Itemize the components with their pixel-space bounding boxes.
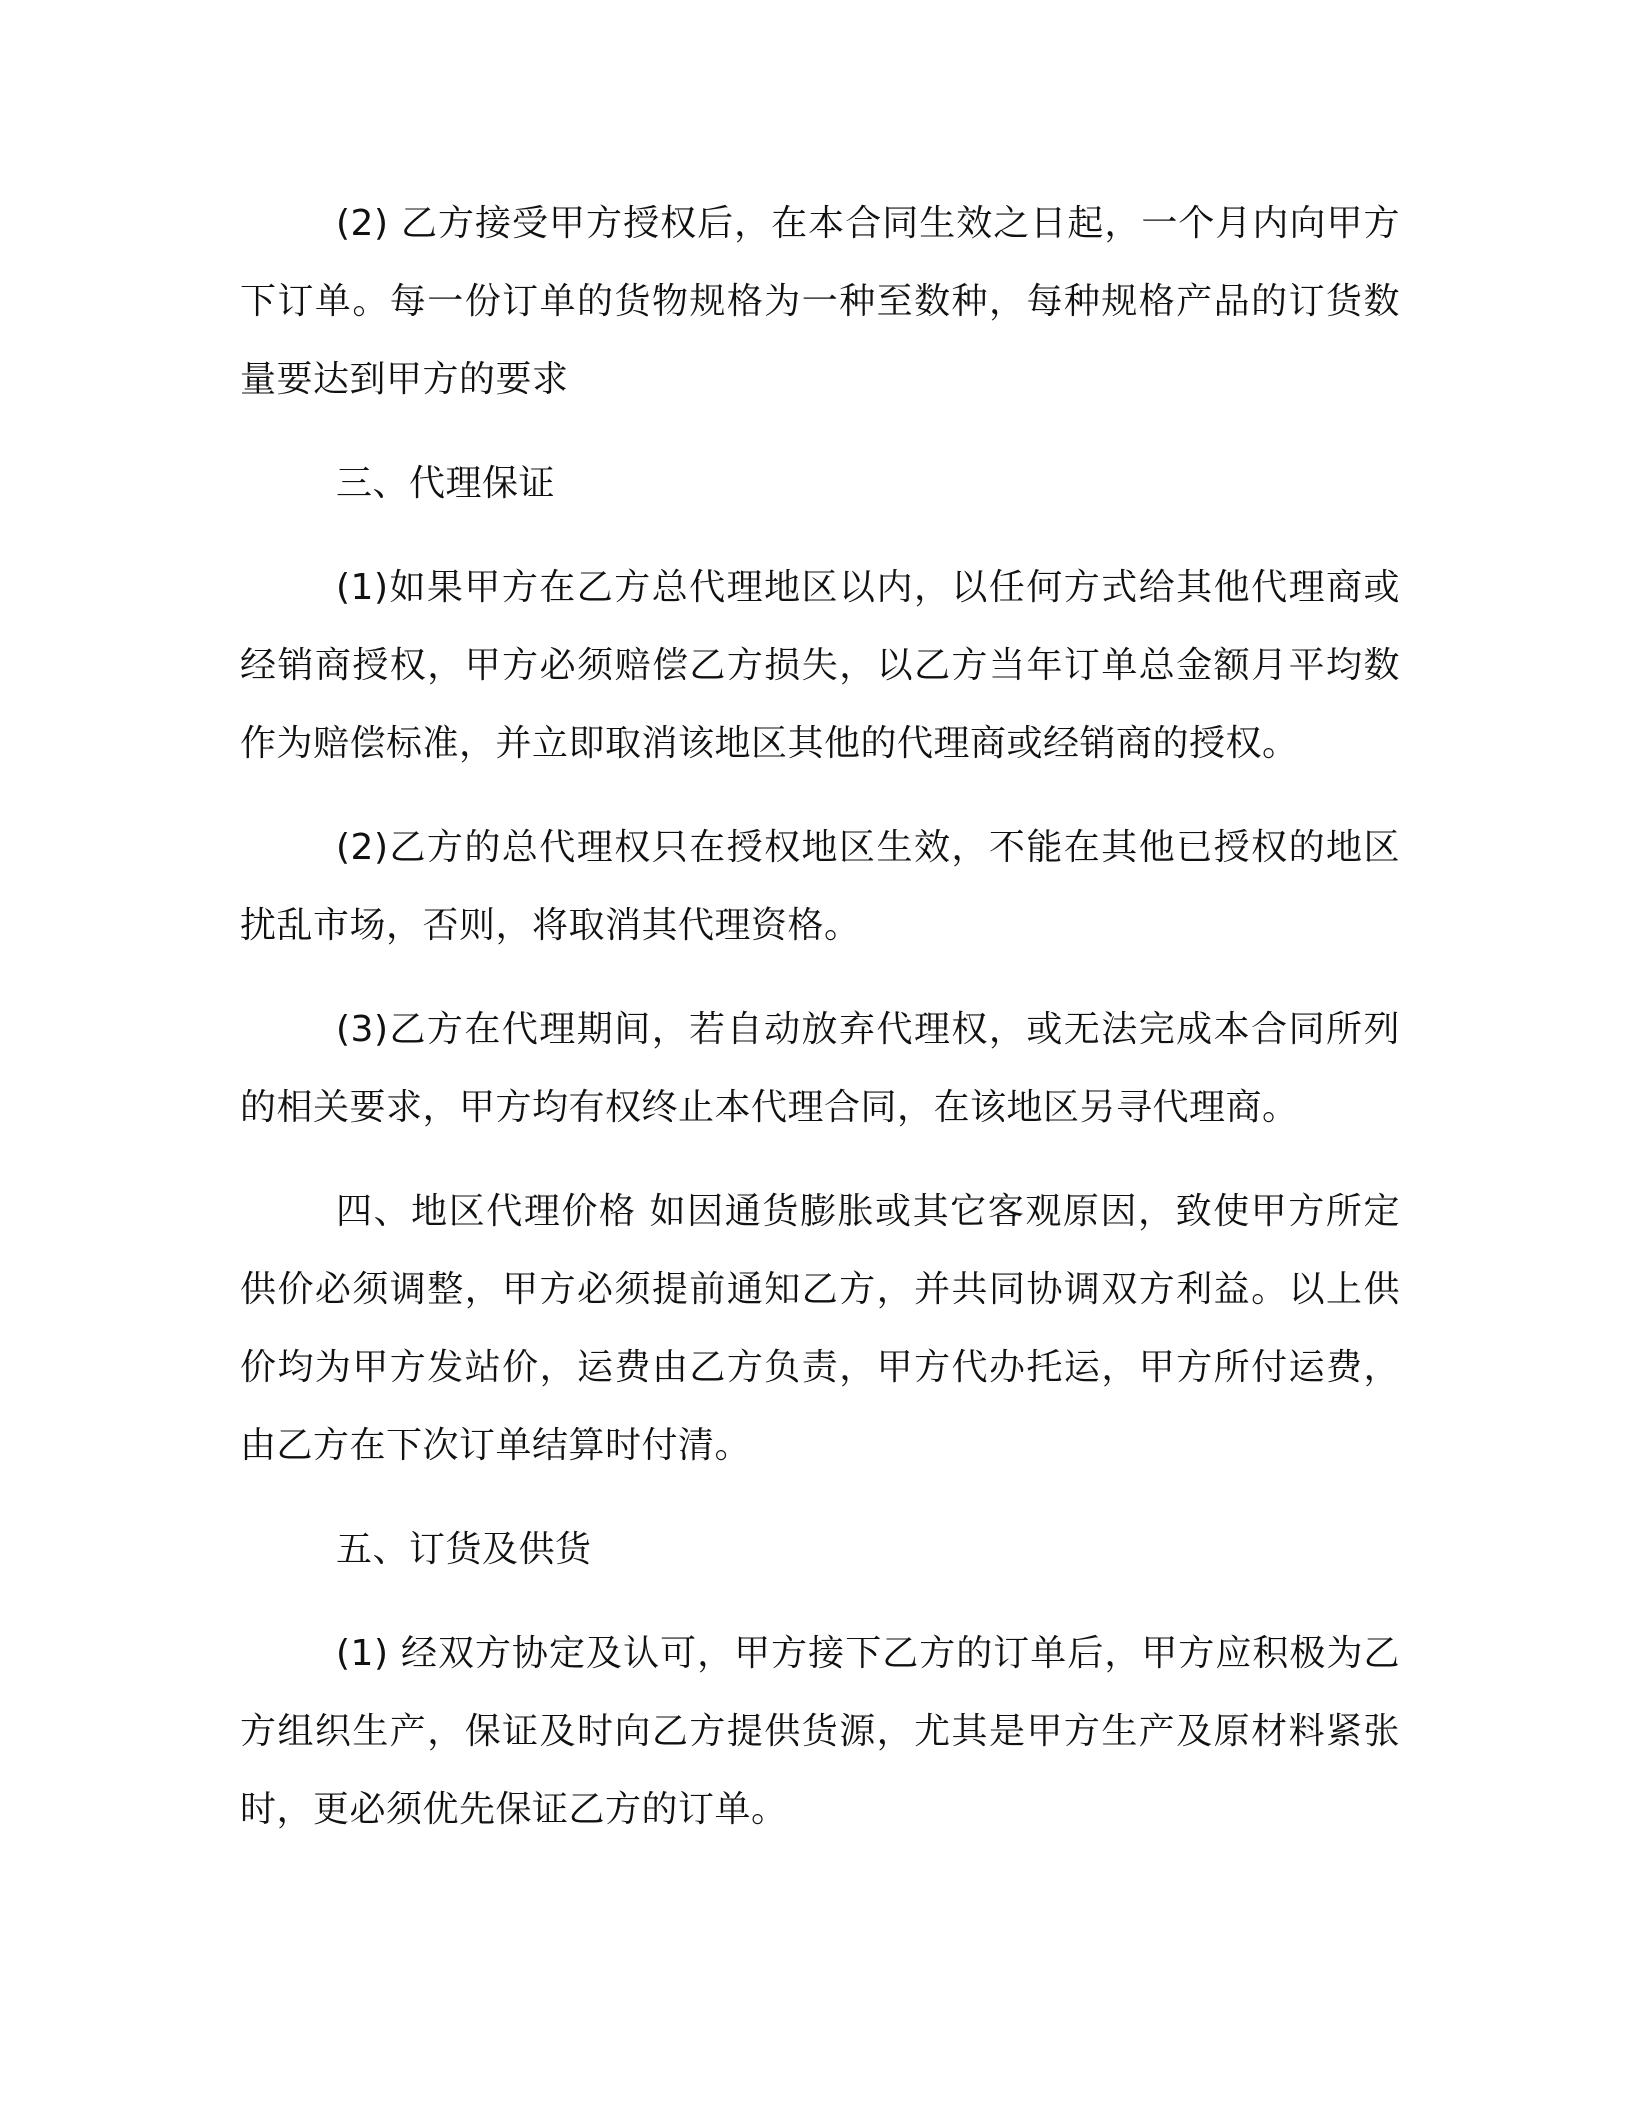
section-heading-agency-guarantee: 三、代理保证 <box>336 463 556 504</box>
paragraph-territory-limit: (2)乙方的总代理权只在授权地区生效，不能在其他已授权的地区扰乱市场，否则，将取消其代理资格。 <box>240 827 1400 946</box>
paragraph-supply-priority: (1) 经双方协定及认可，甲方接下乙方的订单后，甲方应积极为乙方组织生产，保证及时向乙方提供货源，尤其是甲方生产及原材料紧张时，更必须优先保证乙方的订单。 <box>240 1633 1400 1830</box>
paragraph-termination: (3)乙方在代理期间，若自动放弃代理权，或无法完成本合同所列的相关要求，甲方均有权终止本代理合同，在该地区另寻代理商。 <box>240 1009 1400 1128</box>
document-body <box>240 185 1400 1849</box>
paragraph-compensation: (1)如果甲方在乙方总代理地区以内，以任何方式给其他代理商或经销商授权，甲方必须赔偿乙方损失，以乙方当年订单总金额月平均数作为赔偿标准，并立即取消该地区其他的代理商或经销商的授权。 <box>240 567 1400 764</box>
paragraph-gap <box>240 1147 1400 1173</box>
paragraph-gap <box>240 1485 1400 1511</box>
paragraph-regional-pricing: 四、地区代理价格 如因通货膨胀或其它客观原因，致使甲方所定供价必须调整，甲方必须提前通知乙方，并共同协调双方利益。以上供价均为甲方发站价，运费由乙方负责，甲方代办托运，甲方所付运费，由乙方在下次订单结算时付清。 <box>240 1191 1400 1466</box>
paragraph-gap <box>240 419 1400 445</box>
section-heading-ordering-supply: 五、订货及供货 <box>336 1529 592 1570</box>
paragraph-order-requirement: (2) 乙方接受甲方授权后，在本合同生效之日起，一个月内向甲方下订单。每一份订单的货物规格为一种至数种，每种规格产品的订货数量要达到甲方的要求 <box>240 203 1400 400</box>
paragraph-gap <box>240 965 1400 991</box>
paragraph-gap <box>240 523 1400 549</box>
paragraph-gap <box>240 783 1400 809</box>
paragraph-gap <box>240 1589 1400 1615</box>
